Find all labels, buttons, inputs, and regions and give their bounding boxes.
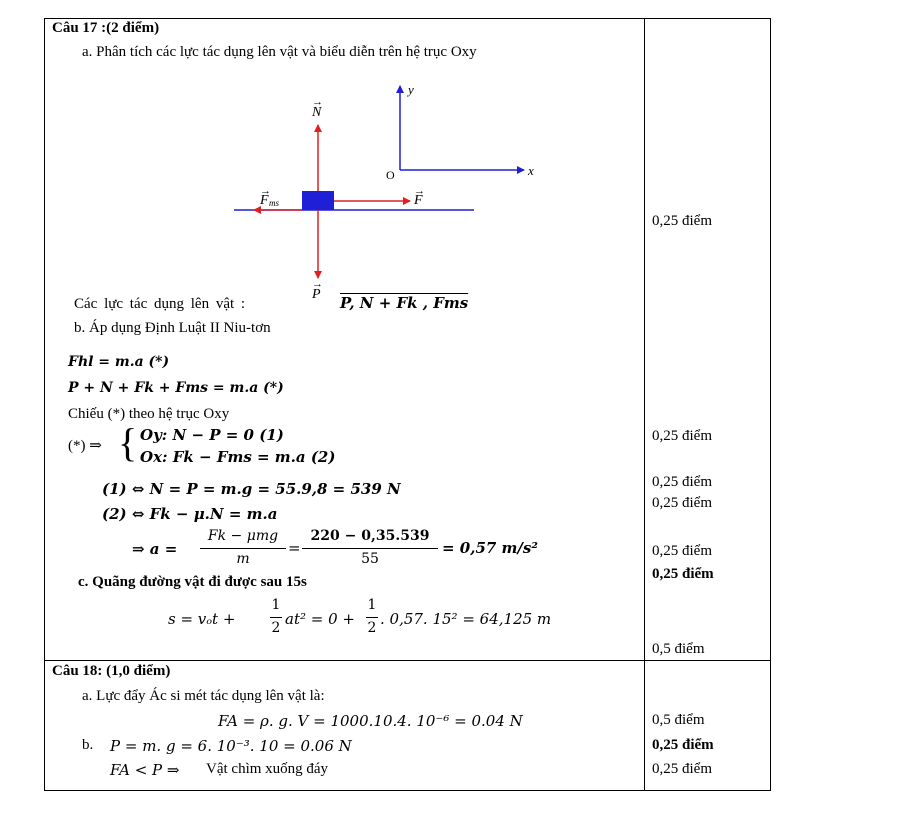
pull-force-label: F <box>414 193 423 208</box>
q18-title: Câu 18: (1,0 điểm) <box>52 663 171 679</box>
force-diagram <box>220 80 550 310</box>
normal-force-label: N <box>312 105 322 120</box>
half1-bar <box>270 617 282 618</box>
eq-a-prefix: ⇒ a = <box>132 540 178 558</box>
frac2-bar <box>302 548 438 549</box>
q18-part-a: a. Lực đẩy Ác si mét tác dụng lên vật là: <box>82 688 325 704</box>
frac1-numerator: Fk − μmg <box>207 528 279 544</box>
score-17-4: 0,25 điểm <box>652 495 712 511</box>
frac1-denominator: m <box>236 551 250 567</box>
system-brace: { <box>118 420 138 465</box>
system-ox: Ox: Fk − Fms = m.a (2) <box>140 448 336 466</box>
half2-den: 2 <box>367 620 377 636</box>
q17-part-b: b. Áp dụng Định Luật II Niu-tơn <box>74 320 271 336</box>
table-bottom-border <box>44 790 771 791</box>
friction-force-vector-mark: → <box>260 185 271 197</box>
q18-part-b-label: b. <box>82 737 94 753</box>
eq-net-force: Fhl = m.a (*) <box>68 354 170 370</box>
eq-distance-left: s = vₒt + <box>168 610 236 628</box>
half1-num: 1 <box>271 597 281 613</box>
frac2-numerator: 220 − 0,35.539 <box>310 528 430 544</box>
eq-distance-mid: at² = 0 + <box>285 610 355 628</box>
score-18-3: 0,25 điểm <box>652 761 712 777</box>
q17-title: Câu 17 :(2 điểm) <box>52 20 160 36</box>
eq-normal-force: (1) ⇔ N = P = m.g = 55.9,8 = 539 N <box>102 480 401 498</box>
eq-vector-sum: P + N + Fk + Fms = m.a (*) <box>68 380 284 396</box>
score-17-6: 0,25 điểm <box>652 566 714 582</box>
forces-list: P, N + Fk , Fms <box>340 294 469 312</box>
table-top-border <box>44 18 771 19</box>
friction-force-label: F <box>260 193 269 208</box>
table-row-divider <box>44 660 771 661</box>
q17-part-c: c. Quãng đường vật đi được sau 15s <box>78 574 307 590</box>
normal-force-vector-mark: → <box>312 96 323 108</box>
frac2-denominator: 55 <box>361 551 379 567</box>
origin-label: O <box>386 168 395 182</box>
y-axis-label: y <box>408 82 414 97</box>
half1-den: 2 <box>271 620 281 636</box>
score-17-7: 0,5 điểm <box>652 641 705 657</box>
score-17-1: 0,25 điểm <box>652 213 712 229</box>
projection-text: Chiếu (*) theo hệ trục Oxy <box>68 406 230 422</box>
eq-a-result: = 0,57 m/s² <box>442 539 538 557</box>
half2-bar <box>366 617 378 618</box>
object-block <box>302 191 334 210</box>
score-17-3: 0,25 điểm <box>652 474 712 490</box>
score-17-2: 0,25 điểm <box>652 428 712 444</box>
eq-distance-right: . 0,57. 15² = 64,125 m <box>380 610 552 628</box>
x-axis-label: x <box>528 163 534 178</box>
q17-part-a: a. Phân tích các lực tác dụng lên vật và biểu diễn trên hệ trục Oxy <box>82 44 477 60</box>
pull-force-vector-mark: → <box>414 185 425 197</box>
table-column-divider <box>644 18 645 791</box>
score-18-1: 0,5 điểm <box>652 712 705 728</box>
score-18-2: 0,25 điểm <box>652 737 714 753</box>
table-right-border <box>770 18 771 791</box>
system-prefix: (*) ⇒ <box>68 438 102 454</box>
conclusion: Vật chìm xuống đáy <box>206 761 329 777</box>
table-left-border <box>44 18 45 791</box>
eq-newton-ox: (2) ⇔ Fk − μ.N = m.a <box>102 505 278 523</box>
system-oy: Oy: N − P = 0 (1) <box>140 426 284 444</box>
forces-label: Các lực tác dụng lên vật : <box>74 296 246 312</box>
weight-vector-mark: → <box>312 278 323 290</box>
eq-buoyant-force: FA = ρ. g. V = 1000.10.4. 10⁻⁶ = 0.04 N <box>218 712 523 730</box>
half2-num: 1 <box>367 597 377 613</box>
eq-compare: FA < P ⇒ <box>110 761 180 779</box>
weight-label: P <box>312 287 321 302</box>
equals-sign: = <box>288 539 301 557</box>
friction-force-subscript: ms <box>269 198 280 208</box>
eq-weight: P = m. g = 6. 10⁻³. 10 = 0.06 N <box>110 737 352 755</box>
frac1-bar <box>200 548 286 549</box>
score-17-5: 0,25 điểm <box>652 543 712 559</box>
